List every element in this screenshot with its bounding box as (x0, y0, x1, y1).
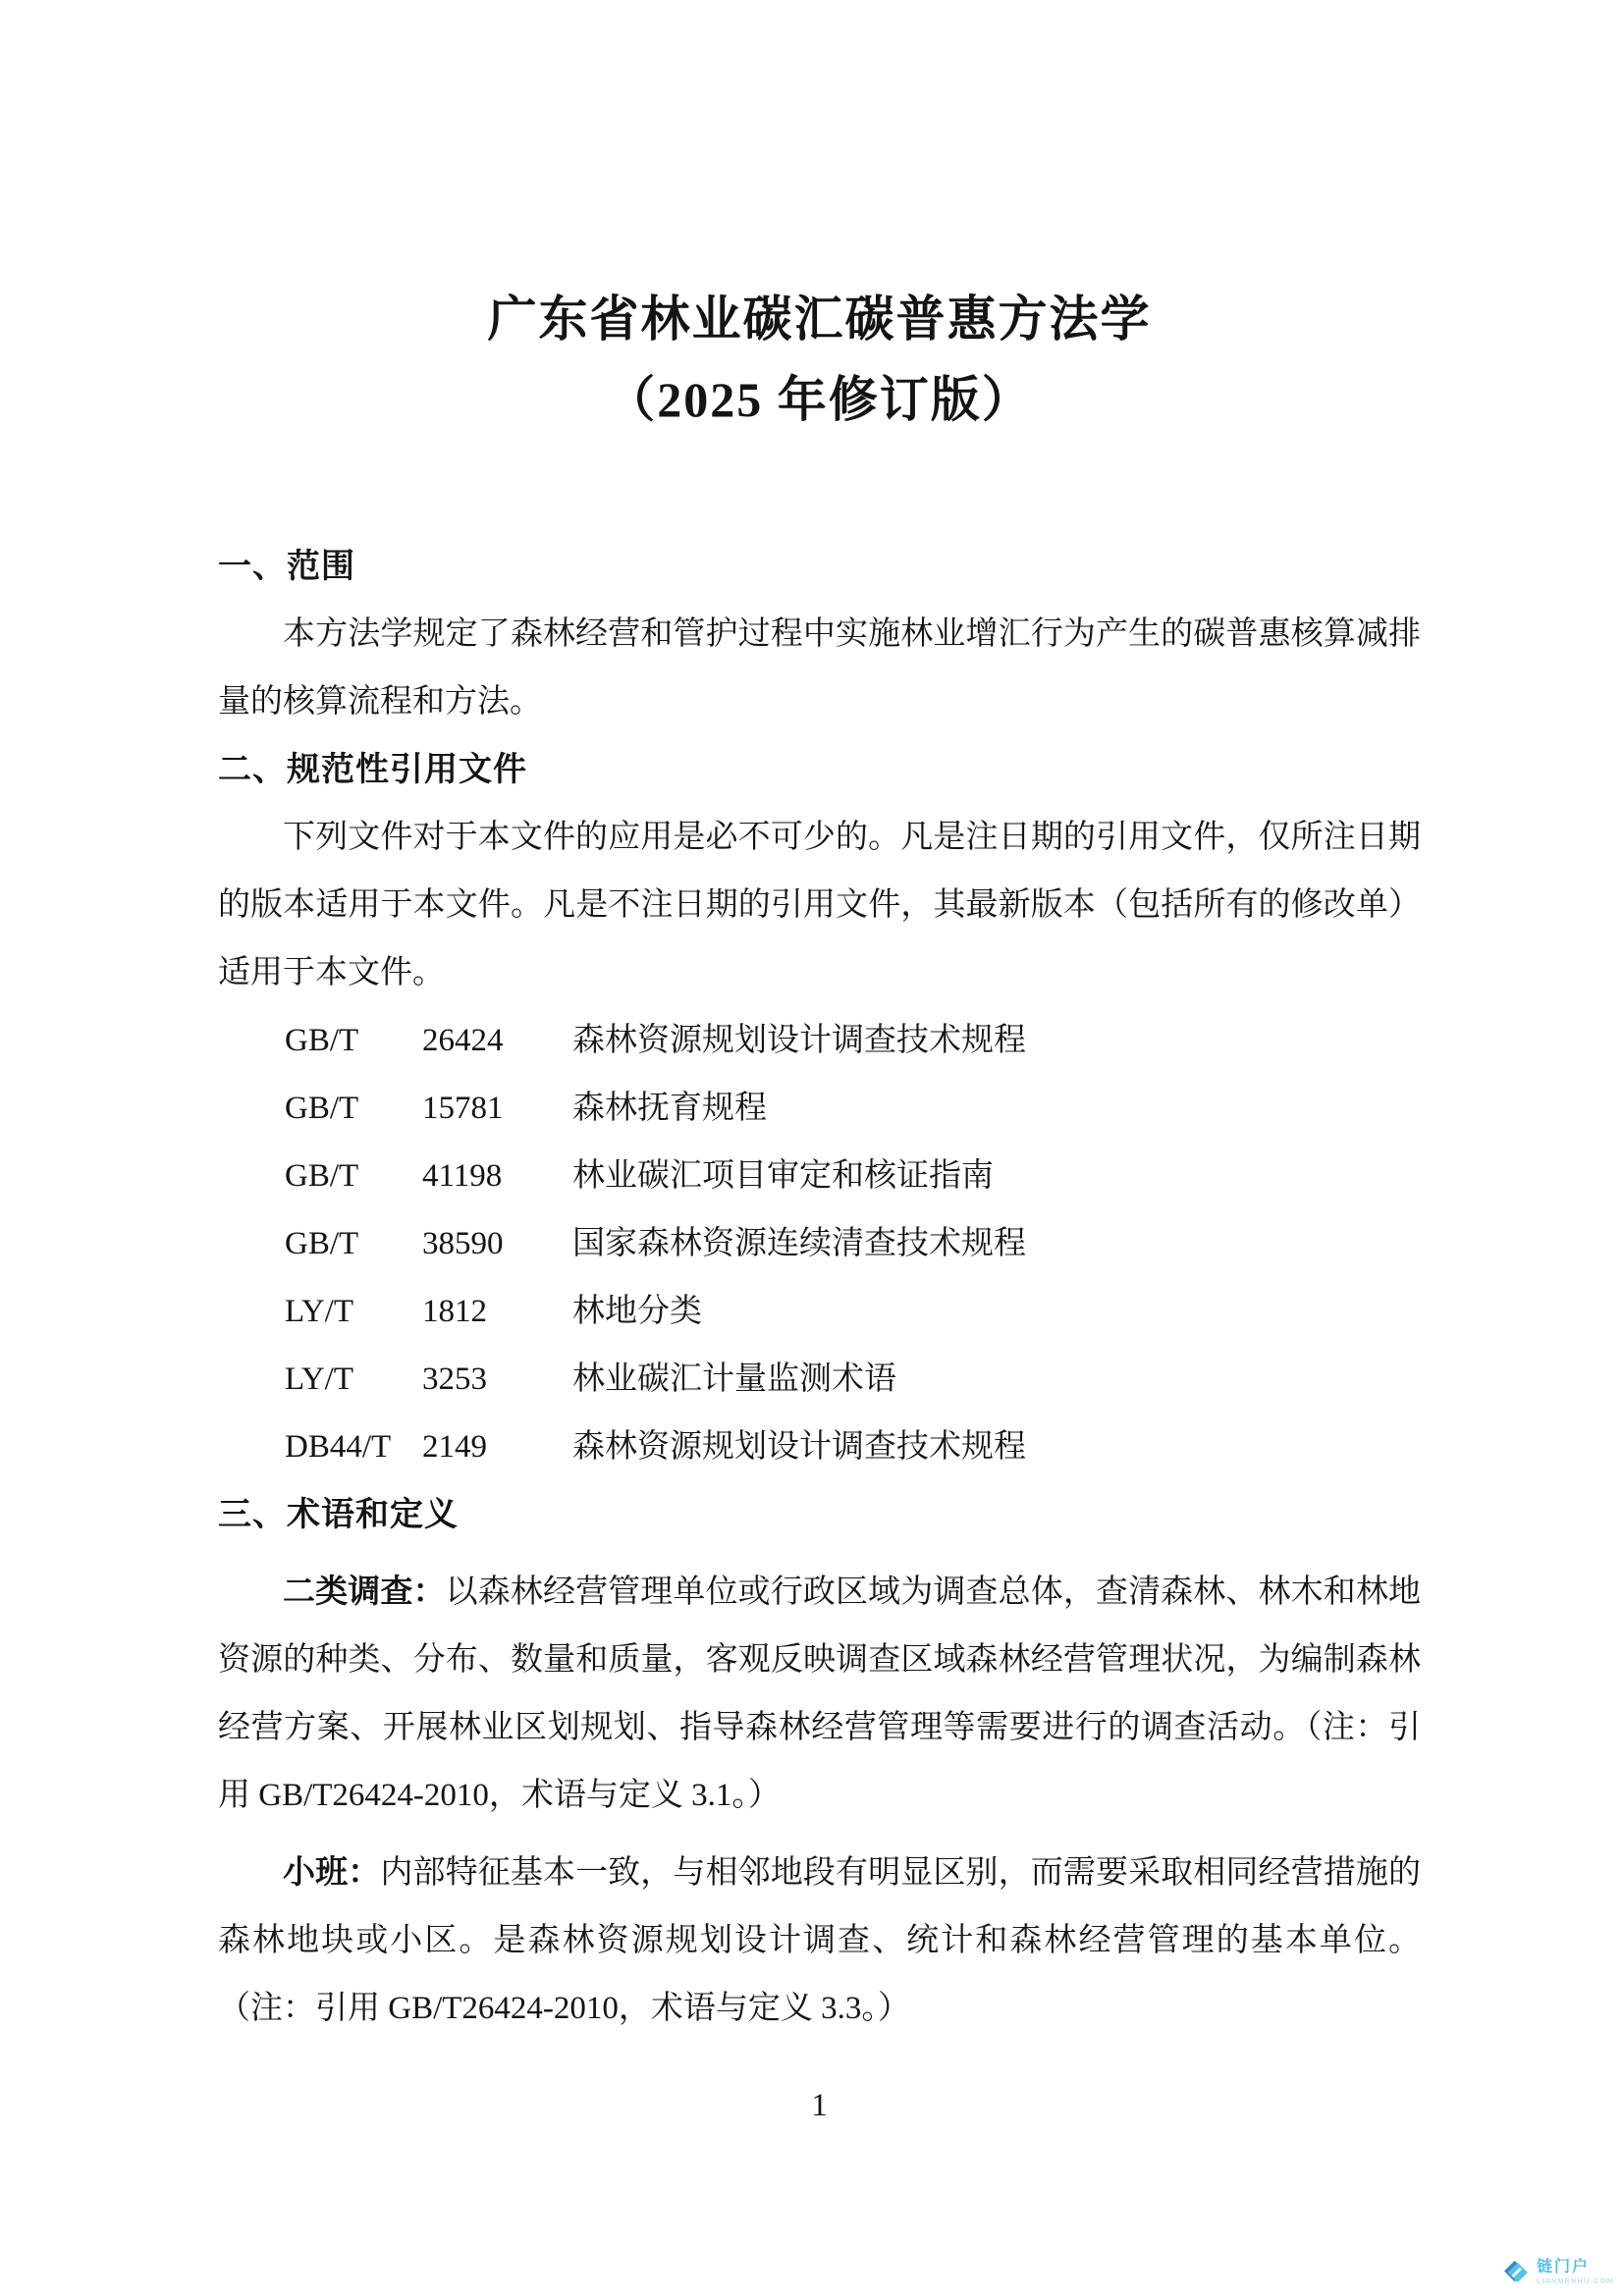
section-heading-scope: 一、范围 (218, 548, 355, 585)
reference-code: GB/T (285, 1226, 359, 1261)
reference-number: 3253 (422, 1362, 487, 1397)
reference-code: LY/T (285, 1362, 354, 1397)
reference-title: 国家森林资源连续清查技术规程 (572, 1226, 1026, 1261)
scope-paragraph: 本方法学规定了森林经营和管护过程中实施林业增汇行为产生的碳普惠核算减排量的核算流程和方法。 (218, 616, 1421, 720)
reference-row (218, 1075, 1421, 1143)
reference-title: 森林抚育规程 (572, 1091, 767, 1126)
normative-references-paragraph: 下列文件对于本文件的应用是必不可少的。凡是注日期的引用文件，仅所注日期的版本适用于本文件。凡是不注日期的引用文件，其最新版本（包括所有的修改单）适用于本文件。 (218, 820, 1421, 990)
definition-paragraph (218, 1838, 1421, 2043)
section-heading-normative-references: 二、规范性引用文件 (218, 751, 527, 788)
watermark-domain: LIANMENHU.COM (1536, 2278, 1614, 2285)
lianmenhu-logo-icon (1500, 2257, 1532, 2288)
reference-row (218, 1143, 1421, 1210)
reference-number: 15781 (422, 1091, 504, 1126)
reference-row (218, 1210, 1421, 1278)
reference-code: GB/T (285, 1158, 359, 1194)
reference-title: 林地分类 (572, 1294, 702, 1329)
reference-title: 森林资源规划设计调查技术规程 (572, 1429, 1026, 1465)
watermark-brand: 链门户 (1536, 2259, 1590, 2275)
reference-list (218, 1007, 1421, 1481)
reference-number: 2149 (422, 1429, 487, 1465)
definition-paragraph (218, 1557, 1421, 1830)
reference-code: LY/T (285, 1294, 354, 1329)
definition-body: 内部特征基本一致，与相邻地段有明显区别，而需要采取相同经营措施的森林地块或小区。是森林资源规划设计调查、统计和森林经营管理的基本单位。（注：引用 GB/T26424-2010，术语与定义 3.3。） (218, 1855, 1422, 2026)
reference-number: 26424 (422, 1023, 504, 1058)
reference-row (218, 1278, 1421, 1346)
reference-row (218, 1346, 1421, 1414)
reference-number: 41198 (422, 1158, 503, 1194)
watermark-text (1537, 2260, 1614, 2285)
reference-code: GB/T (285, 1023, 359, 1058)
reference-row (218, 1007, 1421, 1075)
reference-title: 林业碳汇计量监测术语 (572, 1362, 896, 1397)
document-title (218, 279, 1421, 440)
definition-body: 以森林经营管理单位或行政区域为调查总体，查清森林、林木和林地资源的种类、分布、数量和质量，客观反映调查区域森林经营管理状况，为编制森林经营方案、开展林业区划规划、指导森林经营管理等需要进行的调查活动。（注：引用 GB/T26424-2010，术语与定义 3.1。） (218, 1575, 1422, 1813)
definition-term: 小班： (283, 1853, 381, 1890)
document-title-line2: （2025 年修订版） (606, 372, 1033, 427)
reference-title: 林业碳汇项目审定和核证指南 (572, 1158, 994, 1194)
reference-number: 1812 (422, 1294, 487, 1329)
reference-code: GB/T (285, 1091, 359, 1126)
reference-number: 38590 (422, 1226, 504, 1261)
page-number: 1 (811, 2088, 828, 2123)
reference-title: 森林资源规划设计调查技术规程 (572, 1023, 1026, 1058)
watermark (1500, 2257, 1614, 2288)
reference-row (218, 1414, 1421, 1481)
definition-term: 二类调查： (283, 1573, 446, 1609)
reference-code: DB44/T (285, 1429, 392, 1465)
document-title-line1: 广东省林业碳汇碳普惠方法学 (487, 292, 1152, 347)
section-heading-terms-definitions: 三、术语和定义 (218, 1496, 459, 1533)
